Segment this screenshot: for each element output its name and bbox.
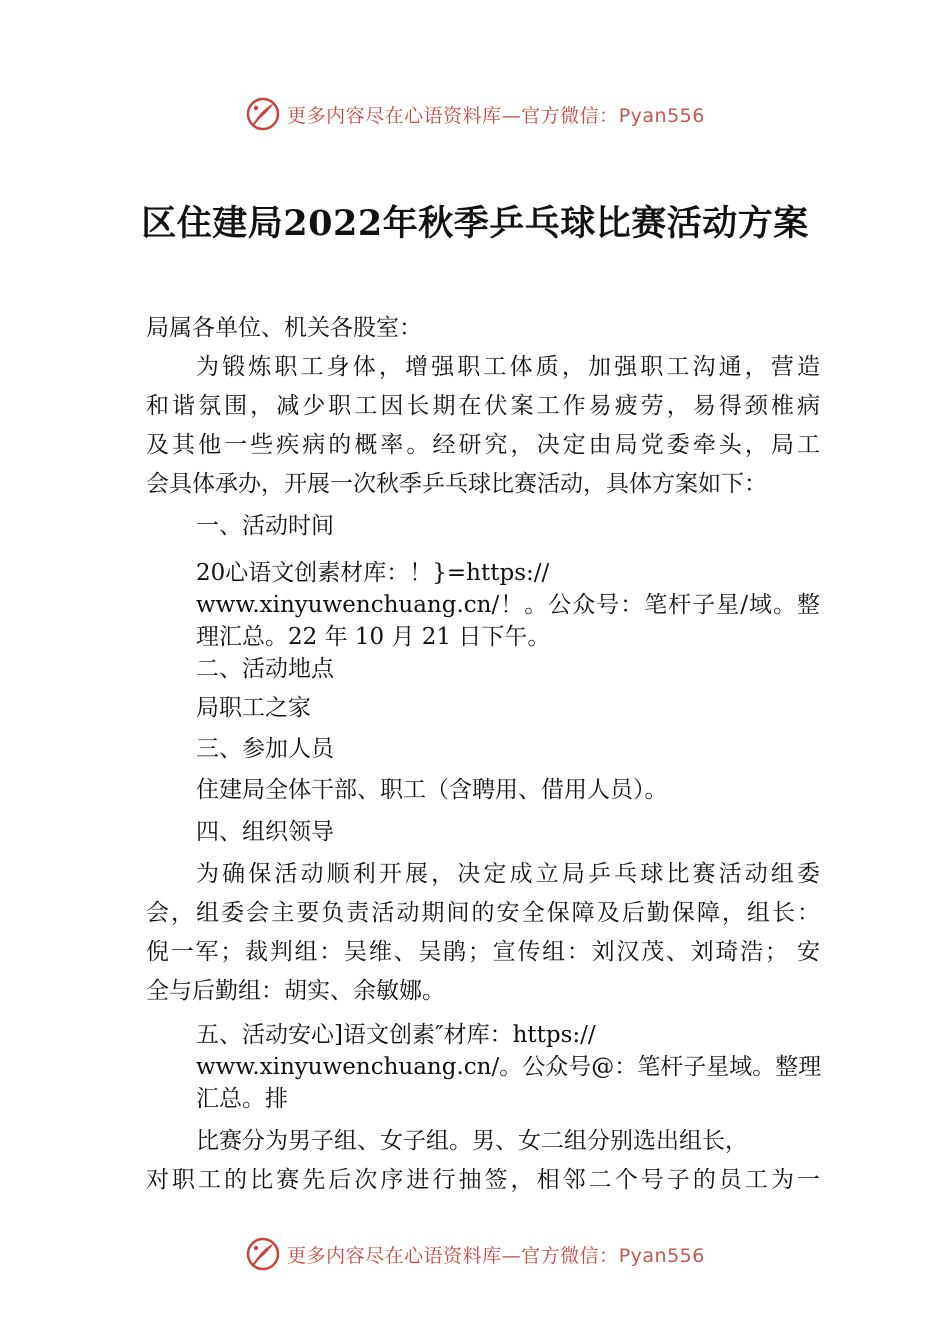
intro-line: 和谐氛围，减少职工因长期在伏案工作易疲劳，易得颈椎病 (146, 393, 820, 419)
banner-separator: — (501, 1244, 522, 1267)
quill-logo-icon (245, 96, 281, 132)
intro-line: 为锻炼职工身体，增强职工体质，加强职工沟通，营造 (196, 354, 820, 380)
intro-line: 及其他一些疾病的概率。经研究，决定由局党委牵头，局工 (146, 432, 820, 458)
section-participants (196, 730, 820, 810)
section-schedule-line: www.xinyuwenchuang.cn/。公众号@：笔杆子星域。整理 (196, 1054, 822, 1080)
section-heading: 二、活动地点 (196, 656, 334, 682)
section-time-line: www.xinyuwenchuang.cn/！。公众号：笔杆子星/域。整 (196, 592, 820, 618)
section-schedule-line: 五、活动安心]语文创素″材库：https:// (196, 1022, 596, 1048)
section-organization-line: 会，组委会主要负责活动期间的安全保障及后勤保障，组长： (146, 900, 820, 926)
salutation-text: 局属各单位、机关各股室： (146, 315, 422, 341)
banner-promo-text: 更多内容尽在心语资料库 (287, 1244, 502, 1267)
banner-promo-text: 更多内容尽在心语资料库 (287, 104, 502, 127)
section-time-body (196, 557, 820, 653)
salutation (146, 309, 820, 348)
banner-contact-id: Pyan556 (618, 1244, 705, 1267)
section-schedule-line: 汇总。排 (196, 1086, 288, 1112)
section-time-heading-wrap (196, 507, 820, 546)
section-organization-line: 全与后勤组：胡实、余敏娜。 (146, 978, 445, 1004)
section-time-line: 20心语文创素材库：！}=https:// (196, 560, 550, 586)
closing-line: 比赛分为男子组、女子组。男、女二组分别选出组长， (196, 1128, 748, 1154)
section-organization (146, 813, 820, 1011)
closing-line: 对职工的比赛先后次序进行抽签，相邻二个号子的员工为一 (146, 1167, 820, 1193)
document-title: 区住建局2022年秋季乒乓球比赛活动方案 (141, 203, 809, 244)
section-heading: 一、活动时间 (196, 513, 334, 539)
intro-paragraph (146, 348, 820, 504)
quill-logo-icon (245, 1236, 281, 1272)
closing-paragraph (146, 1122, 820, 1200)
section-organization-line: 倪一军；裁判组：吴维、吴鹃；宣传组：刘汉茂、刘琦浩； 安 (146, 939, 820, 965)
section-time-line: 理汇总。22 年 10 月 21 日下午。 (196, 624, 551, 650)
section-heading: 四、组织领导 (196, 819, 334, 845)
banner-contact-id: Pyan556 (618, 104, 705, 127)
footer-banner (0, 1232, 950, 1276)
section-schedule (196, 1019, 820, 1115)
intro-line: 会具体承办，开展一次秋季乒乓球比赛活动，具体方案如下： (146, 471, 767, 497)
header-banner (0, 92, 950, 136)
section-location (196, 650, 820, 728)
banner-contact-label: 官方微信： (521, 104, 619, 127)
section-location-text: 局职工之家 (196, 695, 311, 721)
section-organization-line: 为确保活动顺利开展，决定成立局乒乓球比赛活动组委 (196, 861, 820, 887)
banner-contact-label: 官方微信： (521, 1244, 619, 1267)
banner-separator: — (501, 104, 522, 127)
section-participants-text: 住建局全体干部、职工（含聘用、借用人员）。 (196, 777, 668, 803)
section-heading: 三、参加人员 (196, 736, 334, 762)
